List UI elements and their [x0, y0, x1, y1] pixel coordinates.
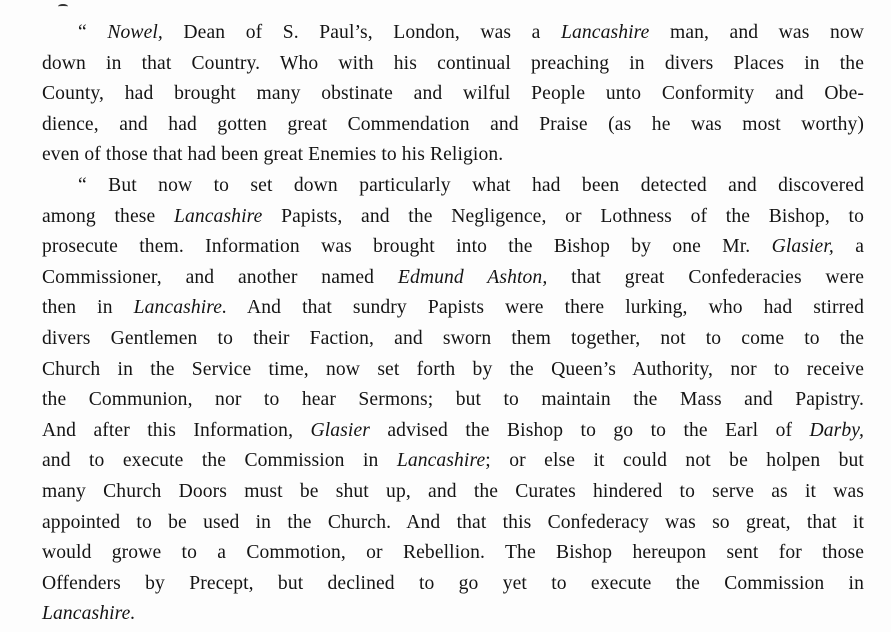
- italic-text: Edmund Ashton,: [397, 266, 548, 288]
- italic-text: Lancashire: [561, 22, 650, 43]
- text-line: [42, 171, 864, 202]
- text-segment: ; or else it could not be holpen but: [485, 450, 864, 472]
- text-segment: and to execute the Commission in: [42, 450, 397, 472]
- text-segment: a: [833, 236, 864, 258]
- text-line: [42, 477, 864, 508]
- text-line: [42, 79, 864, 110]
- text-line: [42, 232, 864, 263]
- italic-text: Glasier: [310, 419, 370, 441]
- text-line: [42, 416, 864, 447]
- body-text: [42, 18, 864, 630]
- text-line: [42, 293, 864, 324]
- text-segment: And after this Information,: [42, 419, 311, 441]
- text-segment: divers Gentlemen to their Faction, and sworn them together, not to come to the: [42, 327, 864, 349]
- text-line: [42, 599, 864, 630]
- text-segment: man, and was now: [649, 22, 864, 43]
- text-segment: Commissioner, and another named: [42, 266, 398, 288]
- text-line: [42, 446, 864, 477]
- text-line: [42, 49, 864, 80]
- text-segment: the Communion, nor to hear Sermons; but to maintain the Mass and Papistry.: [42, 389, 864, 411]
- text-segment: Papists, and the Negligence, or Lothness of the Bishop, to: [262, 205, 864, 227]
- text-segment: down in that Country. Who with his continual preaching in divers Places in the: [42, 52, 864, 74]
- italic-text: Darby,: [809, 419, 864, 441]
- text-segment: even of those that had been great Enemies to his Religion.: [42, 144, 504, 166]
- text-line: [42, 355, 864, 386]
- text-segment: would growe to a Commotion, or Rebellion. The Bishop hereupon sent for those: [42, 542, 864, 564]
- text-segment: appointed to be used in the Church. And that this Confederacy was so great, that it: [42, 511, 864, 533]
- text-line: [42, 263, 864, 294]
- text-segment: “: [78, 22, 108, 43]
- italic-text: Lancashire: [173, 205, 263, 227]
- text-segment: many Church Doors must be shut up, and the Curates hindered to serve as it was: [42, 480, 864, 502]
- text-segment: County, had brought many obstinate and wilful People unto Conformity and Obe-: [42, 83, 864, 105]
- stray-ink-mark: [58, 4, 68, 9]
- text-line: [42, 385, 864, 416]
- text-line: [42, 569, 864, 600]
- text-segment: And that sundry Papists were there lurking, who had stirred: [227, 297, 864, 319]
- italic-text: Nowel,: [107, 22, 163, 43]
- text-line: [42, 140, 864, 171]
- text-line: [42, 538, 864, 569]
- text-segment: among these: [42, 205, 174, 227]
- text-line: [42, 18, 864, 49]
- text-segment: “ But now to set down particularly what had been detected and discovered: [78, 174, 864, 196]
- text-segment: prosecute them. Information was brought into the Bishop by one Mr.: [42, 236, 772, 258]
- italic-text: Lancashire.: [133, 297, 228, 319]
- text-segment: Offenders by Precept, but declined to go yet to execute the Commission in: [42, 572, 864, 594]
- text-line: [42, 202, 864, 233]
- text-segment: Dean of S. Paul’s, London, was a: [162, 22, 561, 43]
- italic-text: Lancashire: [396, 450, 486, 472]
- text-line: [42, 110, 864, 141]
- text-line: [42, 324, 864, 355]
- text-segment: dience, and had gotten great Commendation and Praise (as he was most worthy): [42, 113, 864, 135]
- text-segment: advised the Bishop to go to the Earl of: [369, 419, 810, 441]
- italic-text: Glasier,: [771, 236, 834, 258]
- text-segment: that great Confederacies were: [547, 266, 865, 288]
- italic-text: Lancashire.: [42, 603, 136, 625]
- text-line: [42, 508, 864, 539]
- text-segment: then in: [42, 297, 134, 319]
- text-segment: Church in the Service time, now set forth by the Queen’s Authority, nor to receive: [42, 358, 864, 380]
